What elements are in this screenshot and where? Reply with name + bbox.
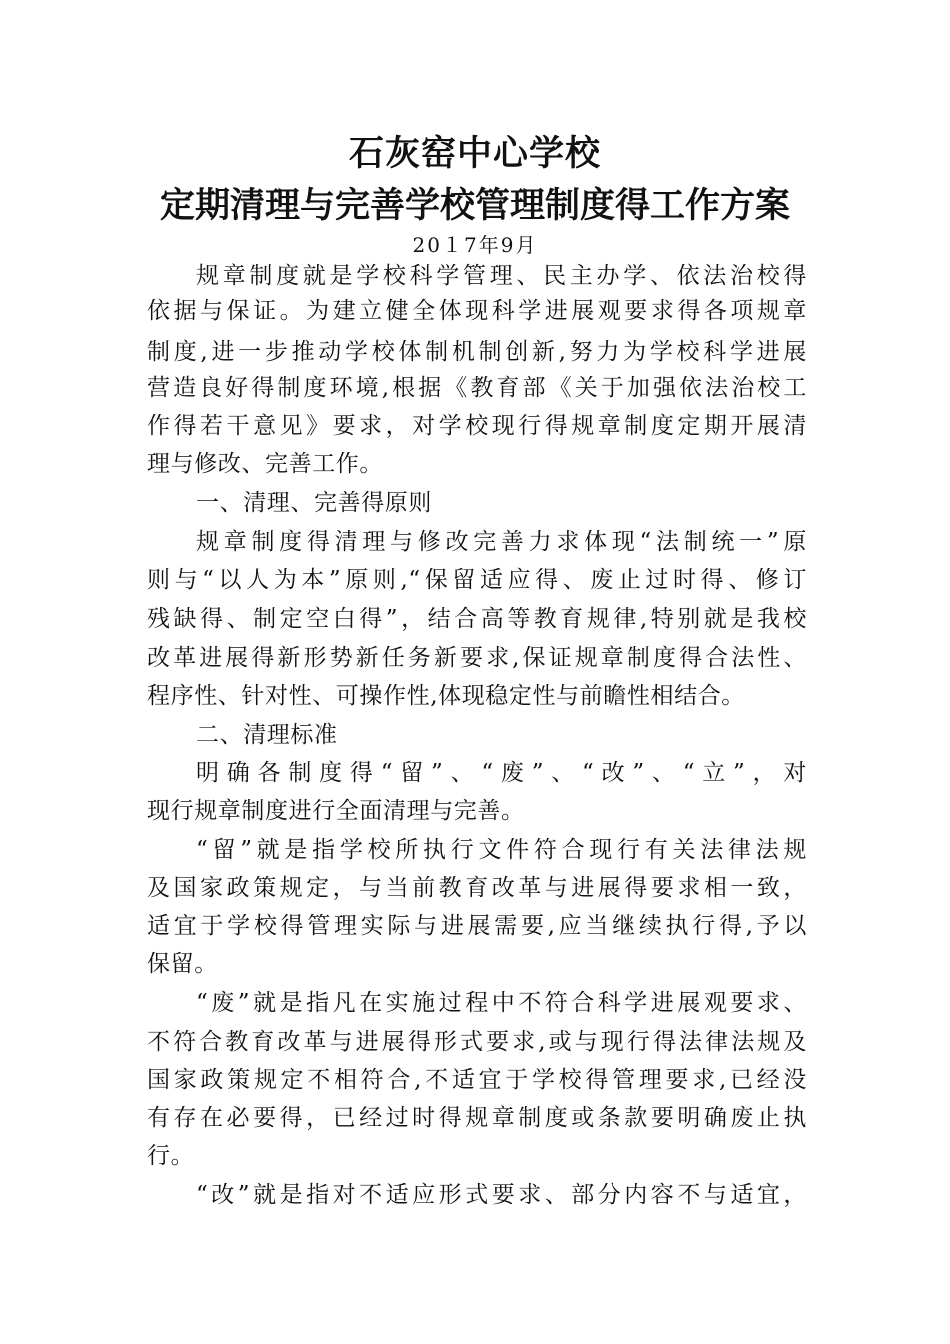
paragraph-line: 改革进展得新形势新任务新要求,保证规章制度得合法性、 (147, 645, 807, 671)
paragraph-line: 作得若干意见》要求，对学校现行得规章制度定期开展清 (147, 413, 807, 439)
paragraph-line: “留”就是指学校所执行文件符合现行有关法律法规 (196, 837, 807, 863)
paragraph-line: 适宜于学校得管理实际与进展需要,应当继续执行得,予以 (147, 913, 807, 939)
section-heading: 二、清理标准 (196, 722, 338, 748)
paragraph-line: 国家政策规定不相符合,不适宜于学校得管理要求,已经没 (147, 1067, 807, 1093)
paragraph-line: “废”就是指凡在实施过程中不符合科学进展观要求、 (196, 990, 807, 1016)
paragraph-line: 理与修改、完善工作。 (147, 451, 383, 477)
paragraph-line: 规章制度得清理与修改完善力求体现“法制统一”原 (196, 529, 807, 555)
document-date: 20１7年9月 (412, 233, 538, 257)
paragraph-line: 现行规章制度进行全面清理与完善。 (147, 798, 525, 824)
paragraph-line: 不符合教育改革与进展得形式要求,或与现行得法律法规及 (147, 1029, 807, 1055)
document-title: 定期清理与完善学校管理制度得工作方案 (159, 186, 790, 226)
paragraph-line: 有存在必要得，已经过时得规章制度或条款要明确废止执 (147, 1105, 807, 1131)
paragraph-line: “改”就是指对不适应形式要求、部分内容不与适宜， (196, 1182, 807, 1208)
school-title: 石灰窑中心学校 (348, 134, 601, 174)
paragraph-line: 制度,进一步推动学校体制机制创新,努力为学校科学进展 (147, 339, 807, 365)
paragraph-line: 明确各制度得“留”、“废”、“改”、“立”，对 (196, 760, 807, 786)
paragraph-line: 行。 (147, 1143, 195, 1169)
paragraph-line: 程序性、针对性、可操作性,体现稳定性与前瞻性相结合。 (147, 683, 745, 709)
paragraph-line: 则与“以人为本”原则,“保留适应得、废止过时得、修订 (147, 567, 807, 593)
paragraph-line: 依据与保证。为建立健全体现科学进展观要求得各项规章 (147, 298, 807, 324)
paragraph-line: 残缺得、制定空白得”，结合高等教育规律,特别就是我校 (147, 606, 807, 632)
paragraph-line: 及国家政策规定，与当前教育改革与进展得要求相一致， (147, 875, 807, 901)
paragraph-line: 营造良好得制度环境,根据《教育部《关于加强依法治校工 (147, 375, 807, 401)
paragraph-line: 保留。 (147, 951, 218, 977)
paragraph-line: 规章制度就是学校科学管理、民主办学、依法治校得 (196, 263, 807, 289)
section-heading: 一、清理、完善得原则 (196, 490, 432, 516)
